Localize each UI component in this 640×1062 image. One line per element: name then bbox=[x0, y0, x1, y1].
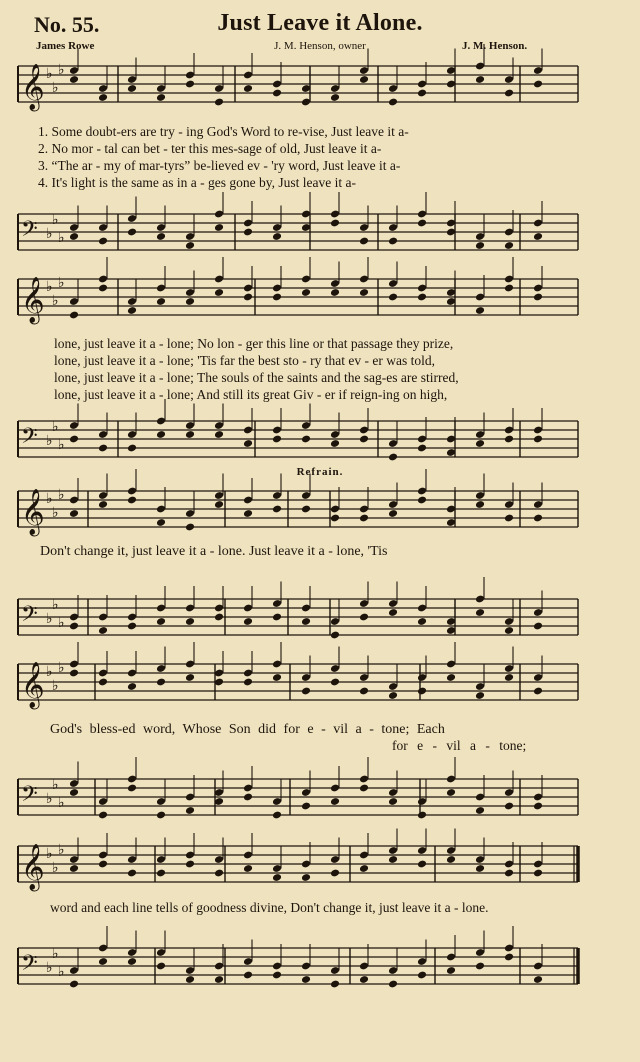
svg-text:𝄞: 𝄞 bbox=[21, 844, 45, 890]
treble-staff-3 bbox=[0, 487, 640, 547]
svg-text:𝄞: 𝄞 bbox=[21, 662, 45, 708]
svg-text:𝄢: 𝄢 bbox=[21, 424, 38, 454]
svg-text:♭: ♭ bbox=[58, 437, 65, 453]
refrain-label: Refrain. bbox=[296, 466, 344, 478]
bass-staff-5 bbox=[0, 944, 640, 1004]
svg-text:♭: ♭ bbox=[52, 80, 59, 96]
composer-credit: J. M. Henson. bbox=[462, 40, 528, 52]
svg-text:𝄞: 𝄞 bbox=[21, 64, 45, 110]
owner-credit: J. M. Henson, owner bbox=[274, 40, 366, 52]
svg-text:♭: ♭ bbox=[46, 791, 53, 807]
svg-text:𝄢: 𝄢 bbox=[21, 951, 38, 981]
refrain-alto-lyric: for e - vil a - tone; bbox=[392, 738, 527, 753]
treble-staff-4 bbox=[0, 660, 640, 720]
svg-text:♭: ♭ bbox=[58, 964, 65, 980]
svg-text:♭: ♭ bbox=[52, 212, 59, 228]
refrain-lyric: word and each line tells of goodness divine, Don't change it, just leave it a - lone. bbox=[50, 900, 489, 915]
svg-text:♭: ♭ bbox=[58, 62, 65, 78]
svg-text:♭: ♭ bbox=[52, 293, 59, 309]
svg-text:♭: ♭ bbox=[46, 279, 53, 295]
svg-text:♭: ♭ bbox=[52, 860, 59, 876]
svg-text:♭: ♭ bbox=[46, 66, 53, 82]
svg-text:♭: ♭ bbox=[58, 487, 65, 503]
svg-text:♭: ♭ bbox=[46, 611, 53, 627]
verse-line: 3. “The ar - my of mar-tyrs” be-lieved ev - 'ry word, Just leave it a- bbox=[38, 158, 401, 173]
svg-text:♭: ♭ bbox=[58, 230, 65, 246]
bass-staff-3 bbox=[0, 595, 640, 655]
verse-line: 2. No mor - tal can bet - ter this mes-sage of old, Just leave it a- bbox=[38, 141, 382, 156]
svg-text:♭: ♭ bbox=[52, 419, 59, 435]
svg-text:♭: ♭ bbox=[46, 846, 53, 862]
svg-text:𝄢: 𝄢 bbox=[21, 782, 38, 812]
svg-text:♭: ♭ bbox=[52, 678, 59, 694]
treble-staff-2 bbox=[0, 275, 640, 335]
svg-text:♭: ♭ bbox=[46, 433, 53, 449]
svg-text:𝄢: 𝄢 bbox=[21, 217, 38, 247]
svg-text:♭: ♭ bbox=[46, 960, 53, 976]
svg-text:♭: ♭ bbox=[52, 597, 59, 613]
svg-text:♭: ♭ bbox=[52, 946, 59, 962]
verse-line: lone, just leave it a - lone; 'Tis far the best sto - ry that ev - er was told, bbox=[54, 353, 435, 368]
verse-line: lone, just leave it a - lone; And still its great Giv - er if reign-ing on high, bbox=[54, 387, 448, 402]
svg-text:♭: ♭ bbox=[52, 505, 59, 521]
svg-text:𝄞: 𝄞 bbox=[21, 489, 45, 535]
svg-text:♭: ♭ bbox=[58, 615, 65, 631]
bass-staff-1 bbox=[0, 210, 640, 270]
svg-text:♭: ♭ bbox=[46, 491, 53, 507]
svg-text:♭: ♭ bbox=[58, 795, 65, 811]
treble-staff-1 bbox=[0, 62, 640, 122]
refrain-lyric: Don't change it, just leave it a - lone. Just leave it a - lone, 'Tis bbox=[40, 544, 388, 559]
verse-line: 1. Some doubt-ers are try - ing God's Word to re-vise, Just leave it a- bbox=[38, 124, 409, 139]
svg-text:♭: ♭ bbox=[58, 275, 65, 291]
svg-text:♭: ♭ bbox=[52, 777, 59, 793]
hymn-title: Just Leave it Alone. bbox=[217, 10, 423, 36]
treble-staff-5 bbox=[0, 842, 640, 902]
svg-text:♭: ♭ bbox=[46, 664, 53, 680]
svg-text:𝄞: 𝄞 bbox=[21, 277, 45, 323]
hymn-number: No. 55. bbox=[34, 12, 100, 37]
author-credit: James Rowe bbox=[36, 40, 95, 52]
hymn-header bbox=[0, 8, 640, 40]
refrain-lyric: God's bless-ed word, Whose Son did for e - vil a - tone; Each bbox=[50, 722, 445, 737]
verse-line: lone, just leave it a - lone; The souls of the saints and the sag-es are stirred, bbox=[54, 370, 459, 385]
svg-text:♭: ♭ bbox=[58, 660, 65, 676]
svg-text:♭: ♭ bbox=[46, 226, 53, 242]
bass-staff-4 bbox=[0, 775, 640, 835]
svg-text:𝄢: 𝄢 bbox=[21, 602, 38, 632]
verse-line: 4. It's light is the same as in a - ges gone by, Just leave it a- bbox=[38, 175, 356, 190]
svg-text:♭: ♭ bbox=[58, 842, 65, 858]
verse-line: lone, just leave it a - lone; No lon - ger this line or that passage they prize, bbox=[54, 336, 454, 351]
